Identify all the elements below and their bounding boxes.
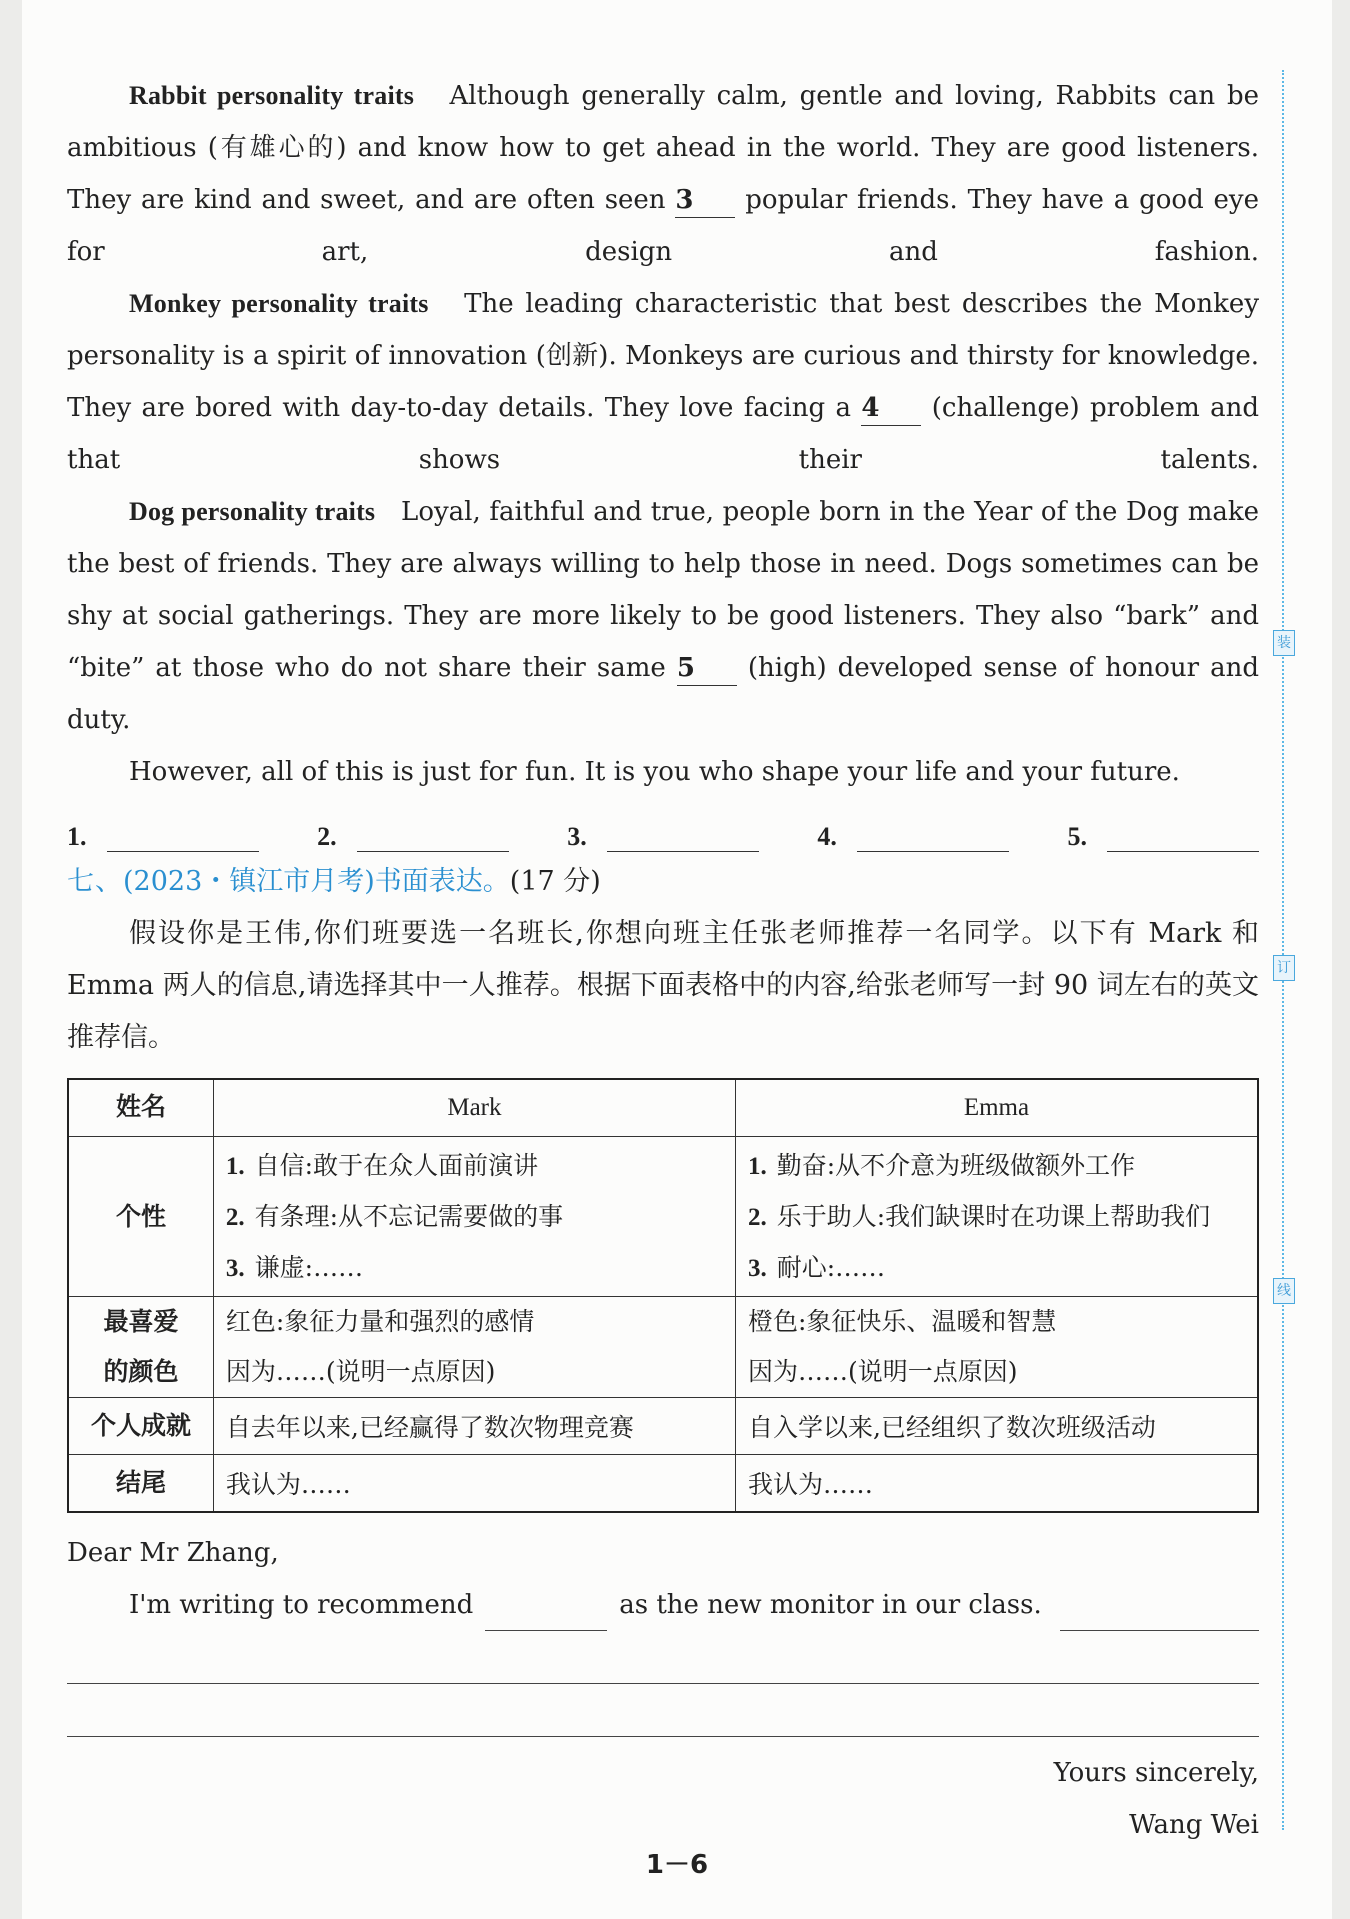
blank-3: 3 [675, 183, 735, 218]
personality-label: 个性 [68, 1137, 213, 1297]
answer-line[interactable] [107, 823, 259, 852]
writing-prompt: 假设你是王伟,你们班要选一名班长,你想向班主任张老师推荐一名同学。以下有 Mark 和 Emma 两人的信息,请选择其中一人推荐。根据下面表格中的内容,给张老师写一封 90 词左右的英文推荐信。 [67, 918, 1259, 1053]
emma-achievement: 自入学以来,已经组织了数次班级活动 [735, 1398, 1258, 1455]
header-mark: Mark [213, 1079, 735, 1137]
emma-color: 橙色:象征快乐、温暖和智慧 因为……(说明一点原因) [735, 1297, 1258, 1398]
writing-line[interactable] [67, 1631, 1259, 1684]
rabbit-text-2: popular friends. They have a good eye for art, design and fashion. [67, 185, 1260, 267]
letter-area [67, 1527, 1259, 1851]
rabbit-paragraph [67, 70, 1259, 278]
section-score: (17 分) [509, 866, 601, 897]
mark-ending: 我认为…… [213, 1455, 735, 1513]
answer-2[interactable]: 2. [317, 822, 509, 852]
section-name: 书面表达。 [374, 866, 510, 897]
info-table [67, 1078, 1259, 1513]
achievement-label: 个人成就 [68, 1398, 213, 1455]
answer-line[interactable] [1107, 823, 1259, 852]
header-emma: Emma [735, 1079, 1258, 1137]
answer-4[interactable]: 4. [817, 822, 1009, 852]
ending-label: 结尾 [68, 1455, 213, 1513]
page-content [67, 70, 1259, 1851]
rabbit-heading: Rabbit personality traits [129, 81, 415, 110]
worksheet-page [22, 0, 1332, 1919]
letter-first-line: I'm writing to recommend as the new monitor in our class. [67, 1579, 1259, 1631]
page-number: 1－6 [645, 1850, 709, 1880]
answer-3[interactable]: 3. [567, 822, 759, 852]
section-title: 七、(2023・镇江市月考)书面表达。(17 分) [67, 866, 601, 897]
recommend-name-blank[interactable] [485, 1600, 607, 1631]
answer-line[interactable] [607, 823, 759, 852]
dog-text-2: (high) developed sense of honour and duty. [67, 653, 1259, 735]
table-row-achievement [68, 1398, 1258, 1455]
monkey-paragraph [67, 278, 1259, 486]
letter-greeting: Dear Mr Zhang, [67, 1538, 279, 1568]
answer-line[interactable] [357, 823, 509, 852]
writing-line[interactable] [1060, 1600, 1259, 1631]
emma-ending: 我认为…… [735, 1455, 1258, 1513]
closing-paragraph: However, all of this is just for fun. It is you who shape your life and your future. [129, 757, 1180, 787]
mark-personality: 1. 自信:敢于在众人面前演讲 2. 有条理:从不忘记需要做的事 3. 谦虚:…… [213, 1137, 735, 1297]
rabbit-text-1: Although generally calm, gentle and loving, Rabbits can be ambitious (有雄心的) and know how to get ahead in the world. They are good listeners. They are kind and sweet, and are often seen [67, 81, 1260, 215]
table-row-ending [68, 1455, 1258, 1513]
cut-mark-ding: 订 [1273, 955, 1295, 981]
blank-4: 4 [861, 391, 921, 426]
answer-blanks [67, 800, 1259, 852]
cut-mark-xian: 线 [1273, 1278, 1295, 1304]
writing-line[interactable] [67, 1684, 1259, 1737]
binding-cut-line [1282, 70, 1284, 1830]
section-source: (2023・镇江市月考) [123, 866, 375, 897]
header-name-label: 姓名 [68, 1079, 213, 1137]
table-row-personality [68, 1137, 1258, 1297]
table-header-row [68, 1079, 1258, 1137]
answer-line[interactable] [857, 823, 1009, 852]
monkey-heading: Monkey personality traits [129, 289, 429, 318]
answer-5[interactable]: 5. [1068, 822, 1260, 852]
monkey-text-1: The leading characteristic that best describes the Monkey personality is a spirit of innovation (创新). Monkeys are curious and thirsty for knowledge. They are bored with day-to-day details. They love facing a [67, 289, 1260, 423]
mark-achievement: 自去年以来,已经赢得了数次物理竞赛 [213, 1398, 735, 1455]
sign-off: Yours sincerely, [1053, 1758, 1259, 1788]
signature-name: Wang Wei [1129, 1810, 1259, 1840]
cut-mark-zhuang: 装 [1273, 630, 1295, 656]
mark-color: 红色:象征力量和强烈的感情 因为……(说明一点原因) [213, 1297, 735, 1398]
answer-1[interactable]: 1. [67, 822, 259, 852]
dog-text-1: Loyal, faithful and true, people born in the Year of the Dog make the best of friends. They are always willing to help those in need. Dogs sometimes can be shy at social gatherings. They are more likely to be good listeners. They also “bark” and “bite” at those who do not share their same [67, 497, 1259, 683]
monkey-text-2: (challenge) problem and that shows their talents. [67, 393, 1259, 475]
dog-heading: Dog personality traits [129, 497, 376, 526]
blank-5: 5 [677, 651, 737, 686]
color-label: 最喜爱 的颜色 [68, 1297, 213, 1398]
dog-paragraph [67, 486, 1259, 746]
emma-personality: 1. 勤奋:从不介意为班级做额外工作 2. 乐于助人:我们缺课时在功课上帮助我们 3. 耐心:…… [735, 1137, 1258, 1297]
table-row-color [68, 1297, 1258, 1398]
